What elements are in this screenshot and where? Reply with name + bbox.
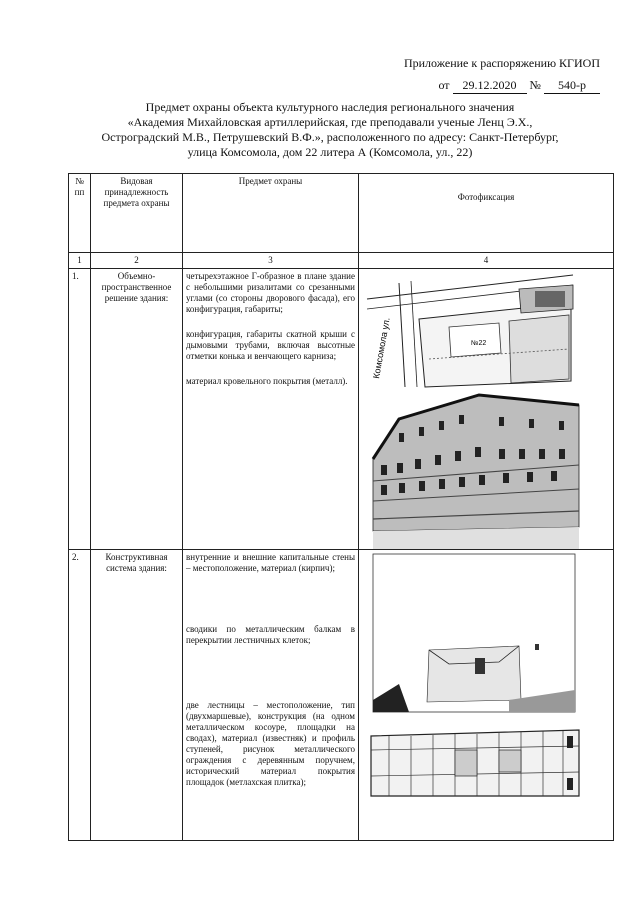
floor-plan — [369, 726, 581, 798]
row-subject — [183, 550, 359, 841]
column-numbers-row — [69, 253, 614, 269]
subject-item: две лестницы – местоположение, тип (двухмаршевые), конструкция (на одном металлическом косоуре, площадки на сводах), материал (известняк) и профиль ступеней, рисунок металлического ограждения с деревянным поручнем, исторический материал покрытия площадок (метлахская плитка); — [186, 700, 355, 787]
header-photo: Фотофиксация — [359, 174, 614, 253]
col-number: 2 — [91, 253, 183, 269]
col-number: 4 — [359, 253, 614, 269]
row-kind: Объемно-пространственное решение здания: — [91, 269, 183, 550]
row-photos — [359, 550, 614, 841]
header-kind: Видовая принадлежность предмета охраны — [91, 174, 183, 253]
title-line-2: «Академия Михайловская артиллерийская, где преподавали ученые Ленц Э.Х., — [127, 115, 533, 129]
order-date: 29.12.2020 — [453, 78, 527, 94]
subject-item: конфигурация, габариты скатной крыши с дымовыми трубами, включая высотные отметки конька и венчающего карниза; — [186, 329, 355, 361]
order-ref — [0, 78, 600, 94]
order-number: 540-р — [544, 78, 600, 94]
row-kind: Конструктивная система здания: — [91, 550, 183, 841]
subject-item: сводики по металлическим балкам в перекрытии лестничных клеток; — [186, 624, 355, 645]
number-label: № — [529, 78, 541, 92]
from-label: от — [438, 78, 450, 92]
map-building-label: №22 — [471, 340, 487, 347]
subject-item: четырехэтажное Г-образное в плане здание с небольшими ризалитами со срезанными углами (со стороны дворового фасада), его конфигурация, габариты; — [186, 271, 355, 314]
appendix-caption: Приложение к распоряжению КГИОП — [403, 56, 600, 70]
row-photos — [359, 269, 614, 550]
subject-item: материал кровельного покрытия (металл). — [186, 376, 348, 386]
row-num: 1. — [69, 269, 91, 550]
header-subject: Предмет охраны — [183, 174, 359, 253]
header-num: № пп — [69, 174, 91, 253]
site-plan-and-facade-photo — [359, 269, 583, 549]
interior-photo-and-floor-plan — [359, 550, 583, 840]
title-line-4: улица Комсомола, дом 22 литера А (Комсомола, ул., 22) — [187, 145, 473, 159]
table-header-row — [69, 174, 614, 253]
map-street-label: Комсомола ул. — [371, 316, 392, 380]
protection-subject-table — [68, 173, 614, 841]
table-row — [69, 550, 614, 841]
row-num: 2. — [69, 550, 91, 841]
row-subject — [183, 269, 359, 550]
col-number: 1 — [69, 253, 91, 269]
site-plan-map — [359, 269, 583, 387]
table-row — [69, 269, 614, 550]
title-line-3: Остроградский М.В., Петрушевский В.Ф.», расположенного по адресу: Санкт-Петербург, — [101, 130, 559, 144]
document-title — [70, 100, 590, 160]
col-number: 3 — [183, 253, 359, 269]
title-line-1: Предмет охраны объекта культурного наследия регионального значения — [145, 100, 515, 114]
vault-photo — [373, 554, 575, 712]
subject-item: внутренние и внешние капитальные стены – местоположение, материал (кирпич); — [186, 552, 355, 573]
facade-photo — [359, 393, 583, 549]
